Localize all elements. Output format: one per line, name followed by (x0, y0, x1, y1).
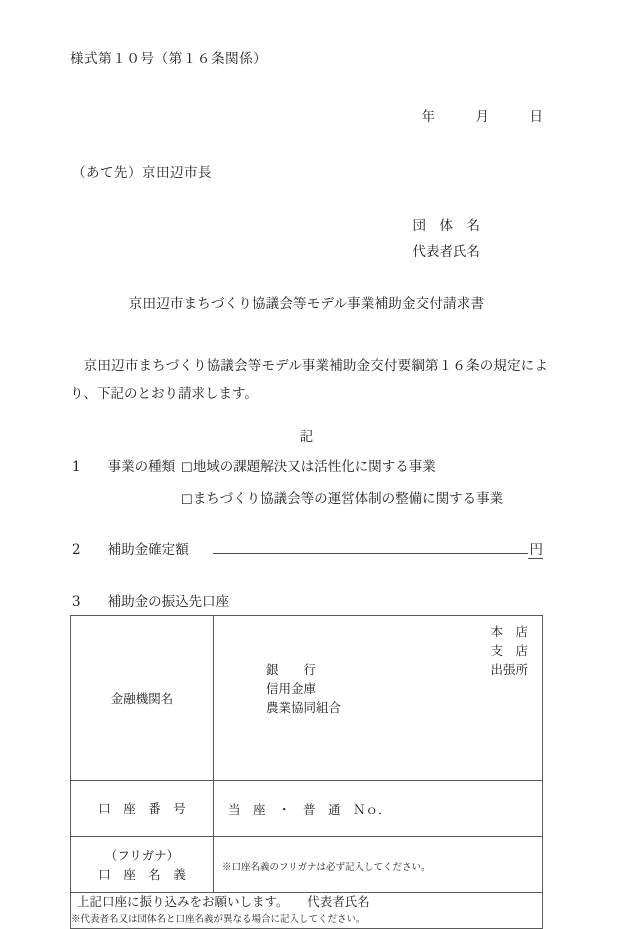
account-number-label: 口 座 番 号 (98, 801, 186, 816)
institution-kinds[interactable]: 銀 行 信用金庫 農業協同組合 (266, 662, 342, 715)
form-number: 様式第１０号（第１６条関係） (70, 51, 268, 67)
item-2-number: 2 (72, 542, 81, 558)
furigana-note: ※口座名義のフリガナは必ず記入してください。 (222, 862, 431, 873)
branch-kinds[interactable]: 本 店 支 店 出張所 (490, 624, 528, 677)
item-2-label (72, 538, 189, 558)
addressee-line: （あて先）京田辺市長 (72, 165, 212, 181)
account-number-label-cell (71, 781, 214, 837)
date-line: 年 月 日 (421, 109, 543, 125)
item-2-title: 補助金確定額 (107, 542, 189, 558)
account-holder-label-cell (71, 837, 214, 893)
bank-kinds-wrapper (214, 616, 542, 780)
checkbox-icon[interactable]: □ (181, 458, 193, 474)
account-number-value-cell[interactable] (214, 781, 543, 837)
item-2-row (72, 536, 543, 559)
table-row (71, 616, 543, 781)
page-title: 京田辺市まちづくり協議会等モデル事業補助金交付請求書 (128, 296, 485, 312)
representative-name-label: 代表者氏名 (412, 244, 480, 260)
subsidy-amount-field[interactable] (213, 536, 528, 554)
table-row (71, 781, 543, 837)
account-holder-value-cell[interactable] (214, 837, 543, 893)
transfer-request-note: ※代表者名又は団体名と口座名義が異なる場合に記入してください。 (71, 914, 366, 925)
checkbox-icon[interactable]: □ (181, 490, 193, 506)
item-1-title: 事業の種類 (107, 459, 176, 475)
item-3-label (72, 590, 229, 610)
ki-marker: 記 (299, 429, 314, 445)
item-1-option-1-text: 地域の課題解決又は活性化に関する事業 (192, 459, 436, 475)
item-1-number: 1 (72, 459, 81, 475)
subsidy-amount-unit: 円 (528, 538, 544, 559)
bank-account-table (70, 615, 543, 929)
item-1-option-2-text: まちづくり協議会等の運営体制の整備に関する事業 (192, 491, 504, 507)
item-3-title: 補助金の振込先口座 (107, 594, 230, 610)
table-row (71, 837, 543, 893)
item-1-option-2[interactable] (181, 487, 503, 507)
table-row (71, 893, 543, 929)
bank-name-label-cell (71, 616, 214, 781)
bank-name-value-cell[interactable] (214, 616, 543, 781)
bank-name-label: 金融機関名 (110, 690, 174, 706)
transfer-request-text: 上記口座に振り込みをお願いします。 代表者氏名 (77, 894, 370, 909)
body-paragraph: 京田辺市まちづくり協議会等モデル事業補助金交付要綱第１６条の規定により、下記のとおり請求します。 (70, 358, 548, 402)
item-3-number: 3 (72, 594, 81, 610)
organization-name-label: 団 体 名 (412, 218, 480, 234)
item-1-label (72, 455, 175, 475)
account-holder-label: （フリガナ） 口 座 名 義 (98, 847, 186, 882)
item-1-option-1[interactable] (181, 455, 436, 475)
transfer-request-cell (71, 893, 543, 929)
account-type-and-number[interactable]: 当 座 ・ 普 通 Ｎｏ． (228, 801, 391, 817)
